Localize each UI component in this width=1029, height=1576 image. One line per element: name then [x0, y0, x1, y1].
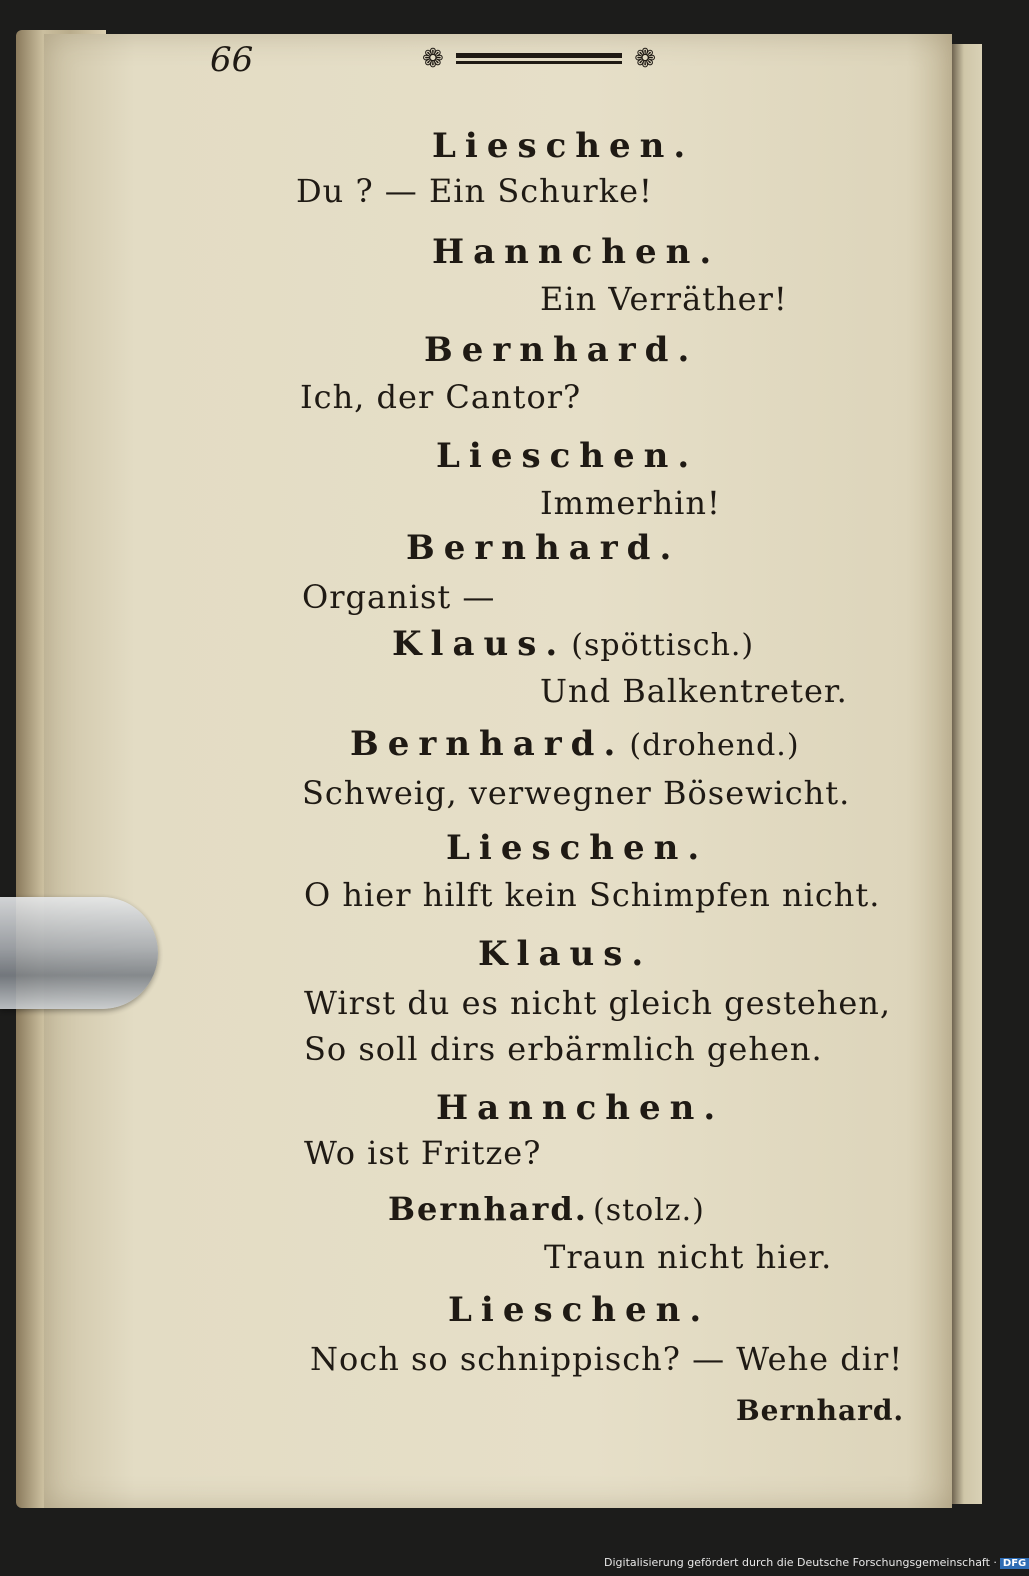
- speaker-name: Bernhard.: [406, 528, 681, 568]
- speaker-name: Bernhard.: [388, 1190, 588, 1228]
- catchword: Bernhard.: [736, 1394, 905, 1427]
- speaker-name: Bernhard.: [350, 724, 625, 764]
- speaker-line: [350, 724, 800, 764]
- digitization-credit: [604, 1556, 1029, 1569]
- dialogue-line: O hier hilft kein Schimpfen nicht.: [304, 876, 881, 914]
- fleuron-left-icon: ❁: [422, 44, 444, 74]
- speaker-name: Lieschen.: [432, 126, 695, 166]
- dialogue-line: Ich, der Cantor?: [300, 378, 582, 416]
- speaker-name: Klaus.: [478, 934, 653, 974]
- dialogue-line: Traun nicht hier.: [544, 1238, 833, 1276]
- page-number: 66: [210, 40, 254, 80]
- stage-direction: (spöttisch.): [571, 628, 755, 663]
- stage-direction: (drohend.): [629, 728, 800, 763]
- speaker-name: Klaus.: [392, 624, 567, 664]
- speaker-name: Lieschen.: [436, 436, 699, 476]
- dfg-logo: DFG: [1000, 1558, 1029, 1569]
- speaker-line: [388, 1190, 705, 1228]
- speaker-name: Lieschen.: [446, 828, 709, 868]
- header-ornament: [422, 44, 656, 74]
- dialogue-line: Wirst du es nicht gleich gestehen,: [304, 984, 892, 1022]
- dialogue-line: Immerhin!: [540, 484, 721, 522]
- dialogue-line: Wo ist Fritze?: [304, 1134, 542, 1172]
- footer-text: Digitalisierung gefördert durch die Deutsche Forschungsgemeinschaft ·: [604, 1556, 997, 1569]
- dialogue-line: Noch so schnippisch? — Wehe dir!: [310, 1340, 904, 1378]
- speaker-name: Lieschen.: [448, 1290, 711, 1330]
- dialogue-line: Und Balkentreter.: [540, 672, 848, 710]
- fleuron-right-icon: ❁: [634, 44, 656, 74]
- dialogue-line: Du ? — Ein Schurke!: [296, 172, 653, 210]
- dialogue-line: Organist —: [302, 578, 496, 616]
- speaker-name: Bernhard.: [424, 330, 699, 370]
- speaker-name: Hannchen.: [436, 1088, 725, 1128]
- dialogue-line: Schweig, verwegner Bösewicht.: [302, 774, 851, 812]
- speaker-name: Hannchen.: [432, 232, 721, 272]
- page-clip: [0, 897, 158, 1009]
- facing-page-edge: [952, 44, 982, 1504]
- dialogue-line: So soll dirs erbärmlich gehen.: [304, 1030, 823, 1068]
- speaker-line: [392, 624, 754, 664]
- dialogue-line: Ein Verräther!: [540, 280, 788, 318]
- stage-direction: (stolz.): [593, 1193, 705, 1228]
